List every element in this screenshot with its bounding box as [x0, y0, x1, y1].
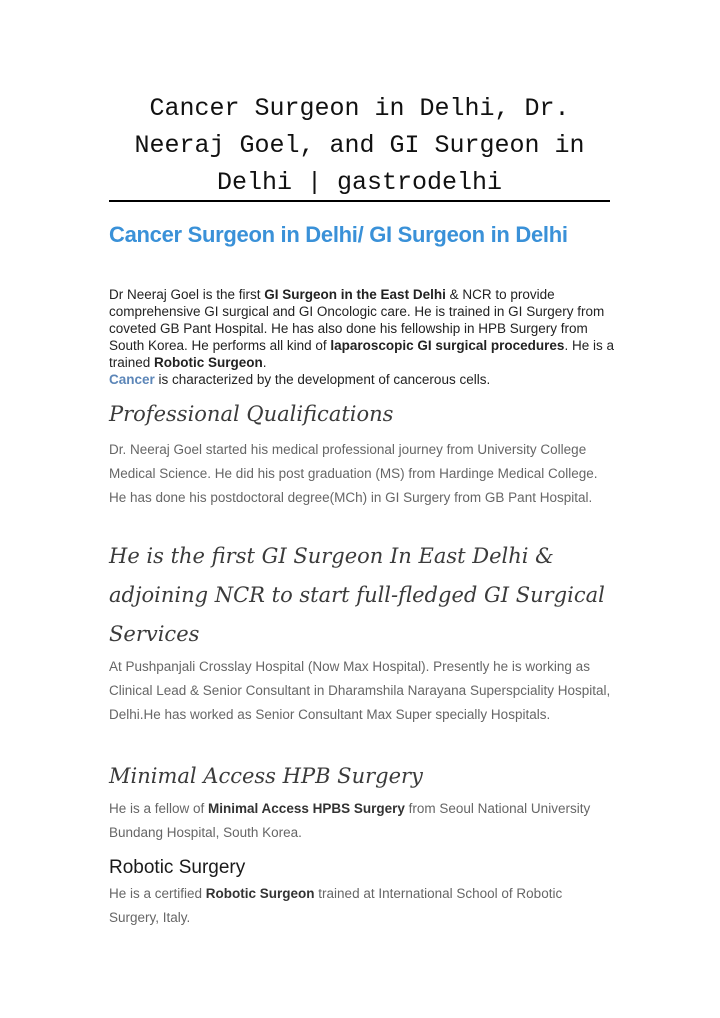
hpb-text-1: He is a fellow of: [109, 801, 209, 816]
intro-text-5: is characterized by the development of cancerous cells.: [154, 372, 491, 387]
intro-text-1: Dr Neeraj Goel is the first: [109, 287, 265, 302]
intro-bold-robotic-surgeon: Robotic Surgeon: [154, 355, 263, 370]
main-heading: Cancer Surgeon in Delhi/ GI Surgeon in Delhi: [109, 222, 568, 247]
first-gi-paragraph: At Pushpanjali Crosslay Hospital (Now Max Hospital). Presently he is working as Clinical Lead & Senior Consultant in Dharamshila Narayana Superspciality Hospital, Delhi.He has worked as Senior Consultant Max Super specially Hospitals.: [109, 659, 611, 722]
cancer-keyword: Cancer: [109, 372, 155, 387]
intro-bold-gi-surgeon: GI Surgeon in the East Delhi: [264, 287, 446, 302]
intro-bold-laparoscopic: laparoscopic GI surgical procedures: [330, 338, 565, 353]
hpb-paragraph: [109, 797, 614, 845]
robotic-bold-robotic-surgeon: Robotic Surgeon: [205, 886, 315, 901]
hpb-surgery-heading: Minimal Access HPB Surgery: [109, 764, 423, 788]
page-title: Cancer Surgeon in Delhi, Dr. Neeraj Goel, and GI Surgeon in Delhi | gastrodelhi: [134, 94, 585, 197]
first-gi-surgeon-heading: He is the first GI Surgeon In East Delhi & adjoining NCR to start full-fledged GI Surgical Services: [109, 544, 605, 646]
qualifications-heading: Professional Qualifications: [109, 402, 394, 426]
robotic-surgery-heading: Robotic Surgery: [109, 857, 246, 878]
hpb-bold-minimal-access: Minimal Access HPBS Surgery: [208, 801, 405, 816]
robotic-paragraph: [109, 882, 614, 930]
intro-text-3: . He is a trained: [109, 338, 614, 370]
robotic-text-1: He is a certified: [109, 886, 206, 901]
intro-text-2: & NCR to provide comprehensive GI surgical and GI Oncologic care. He is trained in GI Surgery from coveted GB Pant Hospital. He has also done his fellowship in HPB Surgery from South Korea. He performs all kind of: [109, 287, 605, 353]
robotic-text-2: trained at International School of Robotic Surgery, Italy.: [109, 886, 563, 925]
qualifications-paragraph: Dr. Neeraj Goel started his medical professional journey from University College Medical Science. He did his post graduation (MS) from Hardinge Medical College. He has done his postdoctoral degree(MCh) in GI Surgery from GB Pant Hospital.: [109, 442, 598, 505]
hpb-text-2: from Seoul National University Bundang Hospital, South Korea.: [109, 801, 591, 840]
intro-paragraph: [109, 286, 619, 388]
intro-text-4: .: [262, 355, 267, 370]
title-divider: [109, 200, 610, 202]
